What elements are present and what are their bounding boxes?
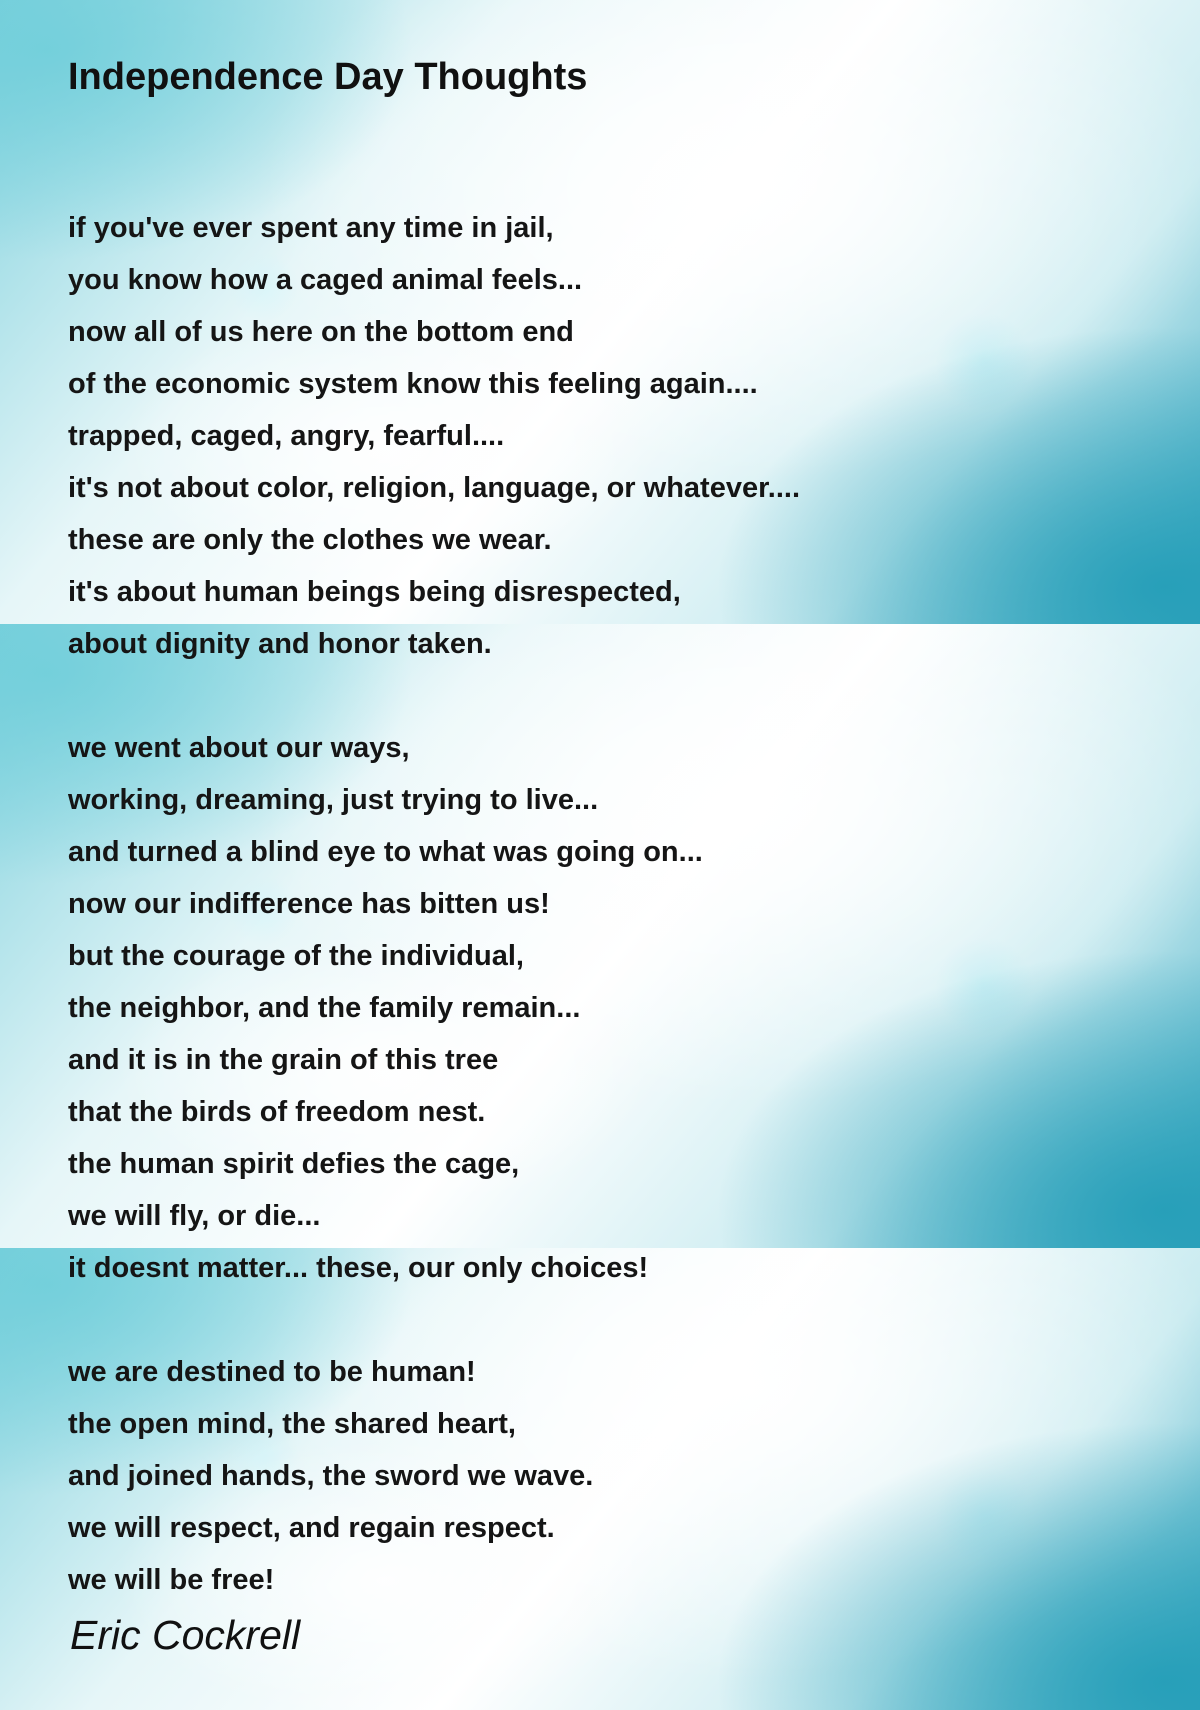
poem-line: that the birds of freedom nest.	[68, 1096, 486, 1128]
poem-line: we went about our ways,	[68, 732, 410, 764]
poem-line: we will fly, or die...	[68, 1200, 321, 1232]
stanza-1	[68, 202, 1168, 670]
poem-line: these are only the clothes we wear.	[68, 524, 552, 556]
poem-line: now all of us here on the bottom end	[68, 316, 574, 348]
poem-title: Independence Day Thoughts	[68, 56, 588, 98]
stanza-3	[68, 1346, 1168, 1606]
poem-line: working, dreaming, just trying to live...	[68, 784, 599, 816]
poem-line: and it is in the grain of this tree	[68, 1044, 499, 1076]
poem-line: and turned a blind eye to what was going on...	[68, 836, 703, 868]
poem-container	[68, 50, 1168, 1658]
poem-line: now our indifference has bitten us!	[68, 888, 550, 920]
poem-line: it's about human beings being disrespected,	[68, 576, 681, 608]
poem-line: and joined hands, the sword we wave.	[68, 1460, 594, 1492]
poem-line: of the economic system know this feeling again....	[68, 368, 758, 400]
poem-line: it's not about color, religion, language, or whatever....	[68, 472, 801, 504]
poem-line: it doesnt matter... these, our only choices!	[68, 1252, 649, 1284]
poem-line: if you've ever spent any time in jail,	[68, 212, 554, 244]
poem-line: trapped, caged, angry, fearful....	[68, 420, 505, 452]
poem-line: the neighbor, and the family remain...	[68, 992, 581, 1024]
poem-line: we will respect, and regain respect.	[68, 1512, 555, 1544]
poem-line: we will be free!	[68, 1564, 275, 1596]
poem-line: the human spirit defies the cage,	[68, 1148, 520, 1180]
poem-author: Eric Cockrell	[70, 1612, 301, 1658]
poem-line: but the courage of the individual,	[68, 940, 524, 972]
poem-line: the open mind, the shared heart,	[68, 1408, 516, 1440]
poem-line: we are destined to be human!	[68, 1356, 476, 1388]
poem-line: you know how a caged animal feels...	[68, 264, 583, 296]
stanza-2	[68, 722, 1168, 1294]
poem-body	[68, 202, 1168, 1606]
poem-line: about dignity and honor taken.	[68, 628, 492, 660]
